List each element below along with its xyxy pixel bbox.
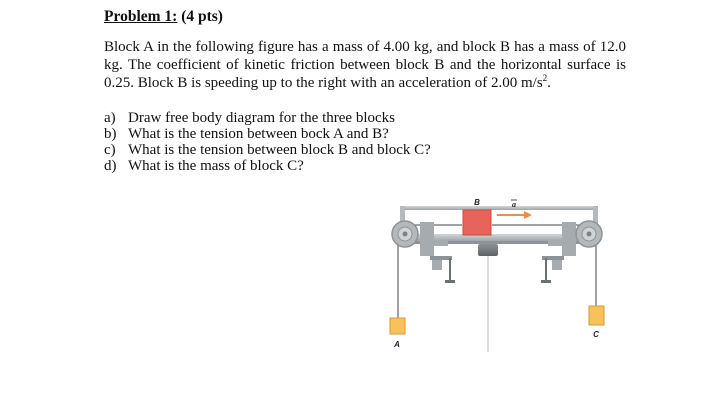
question-label: a): [104, 110, 116, 126]
question-text: What is the tension between bock A and B?: [128, 126, 389, 142]
acceleration-label: a: [512, 200, 516, 209]
right-clamp: [541, 222, 576, 283]
block-c: [589, 306, 604, 325]
question-label: b): [104, 126, 117, 142]
left-clamp: [420, 222, 455, 283]
question-text: Draw free body diagram for the three blocks: [128, 110, 395, 126]
frame-top-rail: [400, 206, 598, 210]
question-text: What is the mass of block C?: [128, 158, 304, 174]
block-b: [463, 210, 491, 235]
block-b-label: B: [474, 198, 480, 207]
block-a: [390, 318, 405, 334]
statement-end: .: [547, 75, 551, 91]
question-label: d): [104, 158, 117, 174]
acceleration-arrow: [497, 211, 532, 219]
problem-points: (4 pts): [181, 8, 223, 25]
block-a-label: A: [394, 340, 400, 349]
question-label: c): [104, 142, 116, 158]
statement-exponent: 2: [542, 73, 548, 83]
right-pulley: [576, 221, 602, 247]
statement-text: Block A in the following figure has a mass of 4.00 kg, and block B has a mass of 12.0 kg. The coefficient of kinetic friction between block B and the horizontal surface is 0.25. Block B is speeding up to the right with an acceleration of 2.00 m/s: [104, 39, 626, 91]
left-pulley: [392, 221, 418, 247]
problem-title: Problem 1:: [104, 8, 178, 25]
question-text: What is the tension between block B and block C?: [128, 142, 431, 158]
center-mount: [478, 244, 498, 256]
table-surface: [412, 234, 586, 241]
block-c-label: C: [593, 330, 599, 339]
